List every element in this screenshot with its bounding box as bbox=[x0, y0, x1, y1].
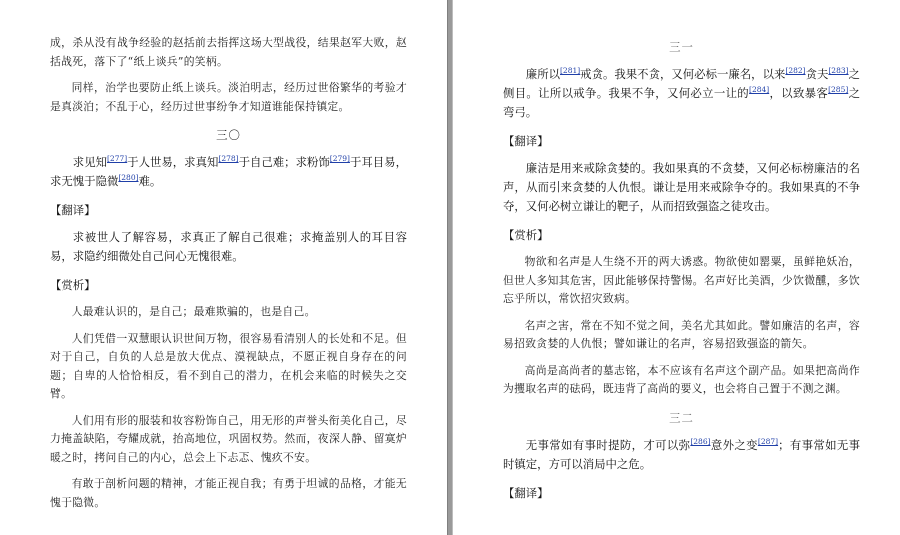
original-text-part: ，以致暴客 bbox=[769, 86, 829, 100]
right-page bbox=[453, 0, 900, 535]
appreciation-paragraph: 高尚是高尚者的墓志铭，本不应该有名声这个副产品。如果把高尚作为攫取名声的砝码，既违背了高尚的要义，也会将自己置于不测之渊。 bbox=[503, 363, 860, 395]
translation-text: 廉洁是用来戒除贪婪的。我如果真的不贪婪，又何必标榜廉洁的名声，从而引来贪婪的人仇恨。谦让是用来戒除争夺的。我如果真的不争夺，又何必树立谦让的靶子，从而招致强盗之徒攻击。 bbox=[503, 161, 860, 213]
section-heading-31: 三一 bbox=[669, 40, 694, 54]
footnote-link-280[interactable]: [280] bbox=[118, 173, 139, 183]
footnote-link-286[interactable]: [286] bbox=[690, 436, 711, 446]
section-heading-30: 三〇 bbox=[216, 128, 241, 142]
original-text-30 bbox=[50, 153, 407, 191]
original-text-part: ；有事常如无事时镇定，方可以消局中之危。 bbox=[503, 437, 860, 471]
original-text-part: 意外之变 bbox=[710, 437, 758, 452]
original-text-part: 贪夫 bbox=[805, 67, 829, 81]
footnote-link-282[interactable]: [282] bbox=[785, 66, 806, 76]
footnote-link-287[interactable]: [287] bbox=[757, 436, 779, 446]
appreciation-label: 【赏析】 bbox=[503, 228, 549, 242]
original-text-part: 求见知 bbox=[72, 155, 107, 169]
appreciation-paragraph: 有敢于剖析问题的精神，才能正视自我；有勇于坦诚的品格，才能无愧于隐微。 bbox=[50, 477, 407, 509]
original-text-32 bbox=[503, 436, 860, 474]
translation-label: 【翻译】 bbox=[503, 485, 549, 500]
original-text-part: 于自己难；求粉饰 bbox=[238, 155, 330, 169]
appreciation-label: 【赏析】 bbox=[50, 278, 96, 292]
footnote-link-283[interactable]: [283] bbox=[828, 66, 849, 76]
original-text-part: 戒贪。我果不贪，又何必标一廉名，以来 bbox=[580, 67, 786, 81]
appreciation-paragraph: 物欲和名声是人生绕不开的两大诱惑。物欲使如罂粟，虽鲜艳妖冶，但世人多知其危害，因此能够保持警惕。名声好比美酒，少饮微醺，多饮忘乎所以，常饮招灾致病。 bbox=[503, 255, 860, 305]
paragraph: 成，杀从没有战争经验的赵括前去指挥这场大型战役，结果赵军大败，赵括战死，落下了“纸上谈兵”的笑柄。 bbox=[50, 36, 407, 68]
translation-label: 【翻译】 bbox=[503, 134, 549, 148]
translation-label: 【翻译】 bbox=[50, 203, 96, 217]
paragraph: 同样，治学也要防止纸上谈兵。淡泊明志，经历过世俗繁华的考验才是真淡泊；不乱于心，经历过世事纷争才知道谁能保持镇定。 bbox=[50, 81, 407, 113]
original-text-part: 于人世易，求真知 bbox=[127, 155, 219, 169]
original-text-part: 之弯弓。 bbox=[503, 86, 860, 119]
original-text-part: 廉所以 bbox=[525, 67, 560, 81]
appreciation-paragraph: 人们凭借一双慧眼认识世间万物，很容易看清别人的长处和不足。但对于自己，自负的人总是放大优点、漠视缺点，不愿正视自身存在的问题；自卑的人恰恰相反，看不到自己的潜力，在机会来临的时候失之交臂。 bbox=[50, 331, 407, 400]
translation-text: 求被世人了解容易，求真正了解自己很难；求掩盖别人的耳目容易，求隐约细微处自己问心无愧很难。 bbox=[50, 230, 407, 263]
footnote-link-285[interactable]: [285] bbox=[828, 85, 849, 95]
appreciation-paragraph: 人最难认识的，是自己；最难欺骗的，也是自己。 bbox=[71, 305, 316, 318]
left-page bbox=[0, 0, 447, 535]
original-text-part: 于耳目易，求无愧于隐微 bbox=[50, 155, 407, 188]
section-heading-32: 三二 bbox=[669, 410, 694, 425]
footnote-link-278[interactable]: [278] bbox=[218, 154, 239, 164]
footnote-link-281[interactable]: [281] bbox=[560, 66, 581, 76]
original-text-part: 无事常如有事时提防，才可以弥 bbox=[525, 437, 691, 452]
appreciation-paragraph: 人们用有形的服装和妆容粉饰自己，用无形的声誉头衔美化自己，尽力掩盖缺陷，夸耀成就，抬高地位，巩固权势。然而，夜深人静、留寞炉暖之时，拷问自己的内心，总会上下忐忑、愧疚不安。 bbox=[50, 413, 407, 464]
original-text-part: 难。 bbox=[138, 174, 162, 188]
footnote-link-277[interactable]: [277] bbox=[107, 154, 128, 164]
original-text-part: 之侧目。让所以戒争。我果不争，又何必立一让的 bbox=[503, 67, 860, 100]
footnote-link-279[interactable]: [279] bbox=[329, 154, 350, 164]
original-text-31 bbox=[503, 65, 860, 122]
appreciation-paragraph: 名声之害，常在不知不觉之间，美名尤其如此。譬如廉洁的名声，容易招致贪婪的人仇恨；譬如谦让的名声，容易招致强盗的箭矢。 bbox=[503, 318, 860, 350]
footnote-link-284[interactable]: [284] bbox=[749, 85, 770, 95]
